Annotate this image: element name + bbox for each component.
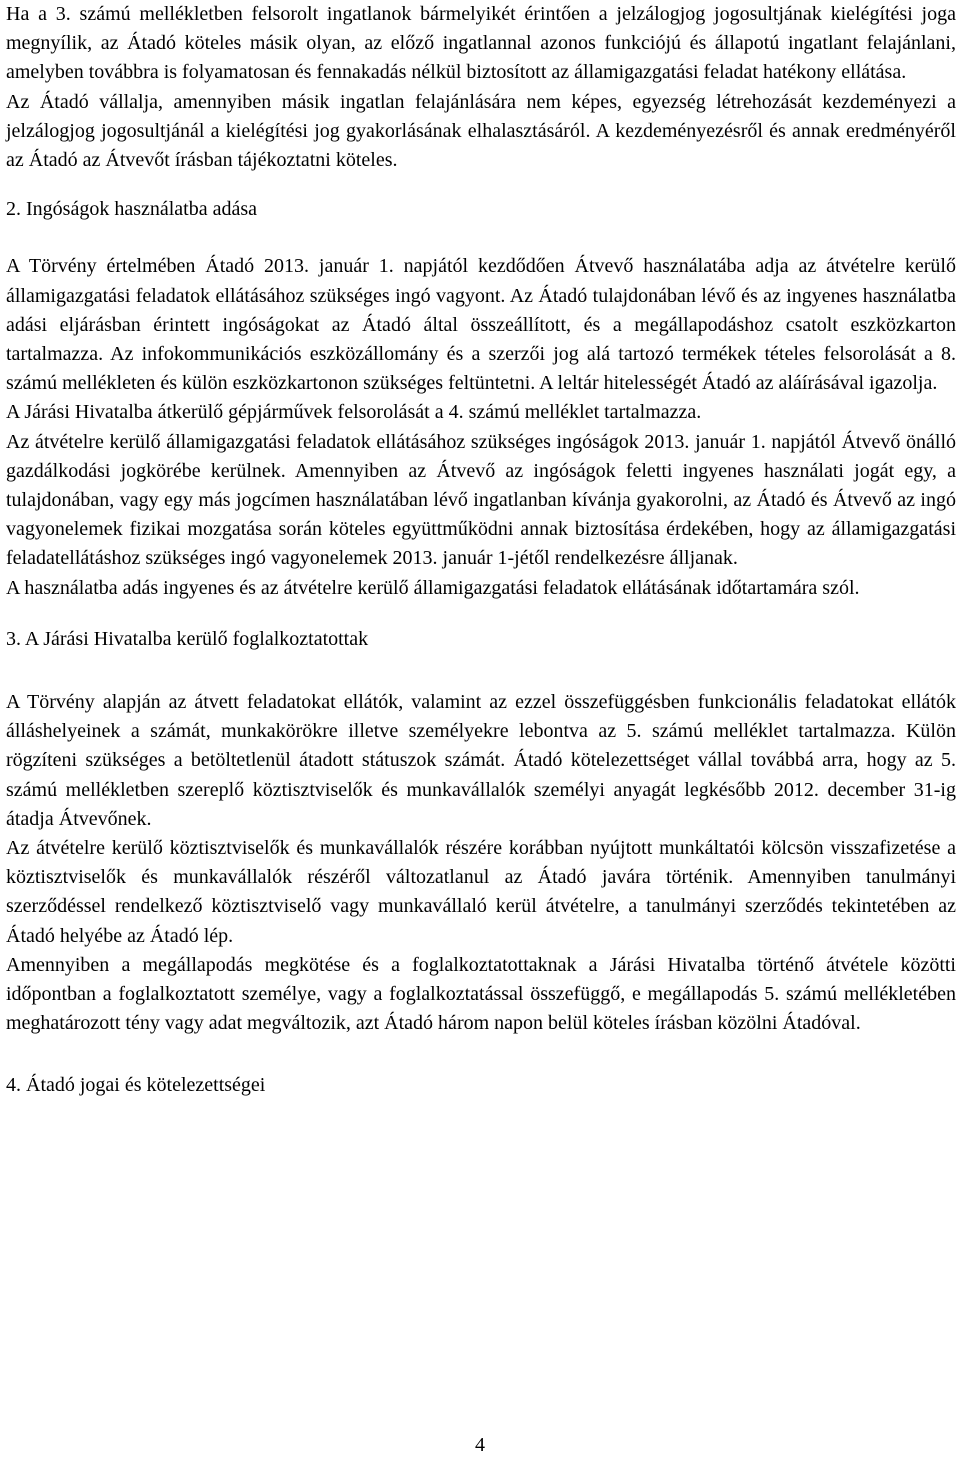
paragraph-free-use-duration: A használatba adás ingyenes és az átvételre kerülő államigazgatási feladatok ellátásának időtartamára szól.: [6, 576, 860, 599]
spacer: [6, 654, 956, 688]
spacer: [6, 224, 956, 252]
paragraph-staff-positions: A Törvény alapján az átvett feladatokat ellátók, valamint az ezzel összefüggésben funkcionális feladatokat ellátók álláshelyeinek a számát, munkakörökre illetve személyekre lebontva az 5. számú melléklet tartalmazza. Külön rögzíteni szükséges a betöltetlenül átadott státuszok számát. Átadó kötelezettséget vállal továbbá arra, hogy az 5. számú mellékletben szereplő köztisztviselők és munkavállalók személyi anyagát legkésőbb 2012. december 31-ig átadja Átvevőnek.: [6, 691, 956, 830]
section-heading-3: 3. A Járási Hivatalba kerülő foglalkoztatottak: [6, 627, 369, 650]
paragraph-settlement-initiation: Az Átadó vállalja, amennyiben másik ingatlan felajánlására nem képes, egyezség létrehozását kezdeményezi a jelzálogjog jogosultjánál a kielégítési jog gyakorlásának elhalasztásáról. A kezdeményezésről és annak eredményéről az Átadó az Átvevőt írásban tájékoztatni köteles.: [6, 90, 956, 172]
spacer: [6, 1039, 956, 1071]
spacer: [6, 175, 956, 195]
spacer: [6, 603, 956, 625]
page-number: 4: [475, 1434, 485, 1456]
paragraph-mortgage-replacement: Ha a 3. számú mellékletben felsorolt ingatlanok bármelyikét érintően a jelzálogjog jogosultjának kielégítési joga megnyílik, az Átadó köteles másik olyan, az előző ingatlannal azonos funkciójú és állapotú ingatlant felajánlani, amelyben továbbra is folyamatosan és fennakadás nélkül biztosított az államigazgatási feladat hatékony ellátása.: [6, 3, 956, 84]
section-heading-2: 2. Ingóságok használatba adása: [6, 198, 258, 221]
paragraph-employer-loans: Az átvételre kerülő köztisztviselők és munkavállalók részére korábban nyújtott munkáltatói kölcsön visszafizetése a köztisztviselők és munkavállalók részéről változatlanul az Átadó javára történik. Amennyiben tanulmányi szerződéssel rendelkező köztisztviselő vagy munkavállaló kerül átvételre, a tanulmányi szerződés tekintetében az Átadó helyébe az Átadó lép.: [6, 837, 956, 947]
document-page: [6, 0, 956, 1100]
paragraph-asset-management: Az átvételre kerülő államigazgatási feladatok ellátásához szükséges ingóságok 2013. január 1. napjától Átvevő önálló gazdálkodási jogkörébe kerülnek. Amennyiben az Átvevő az ingóságok feletti ingyenes használati jogát egy, a tulajdonában, vagy egy más jogcímen használatában lévő ingatlanban kívánja gyakorolni, az Átadó és Átvevő az ingó vagyonelemek fizikai mozgatása során köteles együttműködni annak biztosítása érdekében, hogy az államigazgatási feladatellátáshoz szükséges ingó vagyonelemek 2013. január 1-jétől rendelkezésre álljanak.: [6, 430, 956, 570]
paragraph-vehicles: A Járási Hivatalba átkerülő gépjárművek felsorolását a 4. számú melléklet tartalmazza.: [6, 401, 702, 424]
section-heading-4: 4. Átadó jogai és kötelezettségei: [6, 1073, 266, 1096]
paragraph-movable-assets: A Törvény értelmében Átadó 2013. január 1. napjától kezdődően Átvevő használatába adja az átvételre kerülő államigazgatási feladatok ellátásához szükséges ingó vagyont. Az Átadó tulajdonában lévő és az ingyenes használatba adási eljárásban érintett ingóságokat az Átadó által összeállított, és a megállapodáshoz csatolt eszközkarton tartalmazza. Az infokommunikációs eszközállomány és a szerzői jog alá tartozó termékek tételes felsorolását a 8. számú mellékleten és külön eszközkartonon szükséges feltüntetni. A leltár hitelességét Átadó az aláírásával igazolja.: [6, 255, 956, 395]
paragraph-change-notification: Amennyiben a megállapodás megkötése és a foglalkoztatottaknak a Járási Hivatalba történő átvétele közötti időpontban a foglalkoztatott személye, vagy a foglalkoztatással összefüggő, e megállapodás 5. számú mellékletében meghatározott tény vagy adat megváltozik, azt Átadó három napon belül köteles írásban közölni Átadóval.: [6, 953, 956, 1035]
